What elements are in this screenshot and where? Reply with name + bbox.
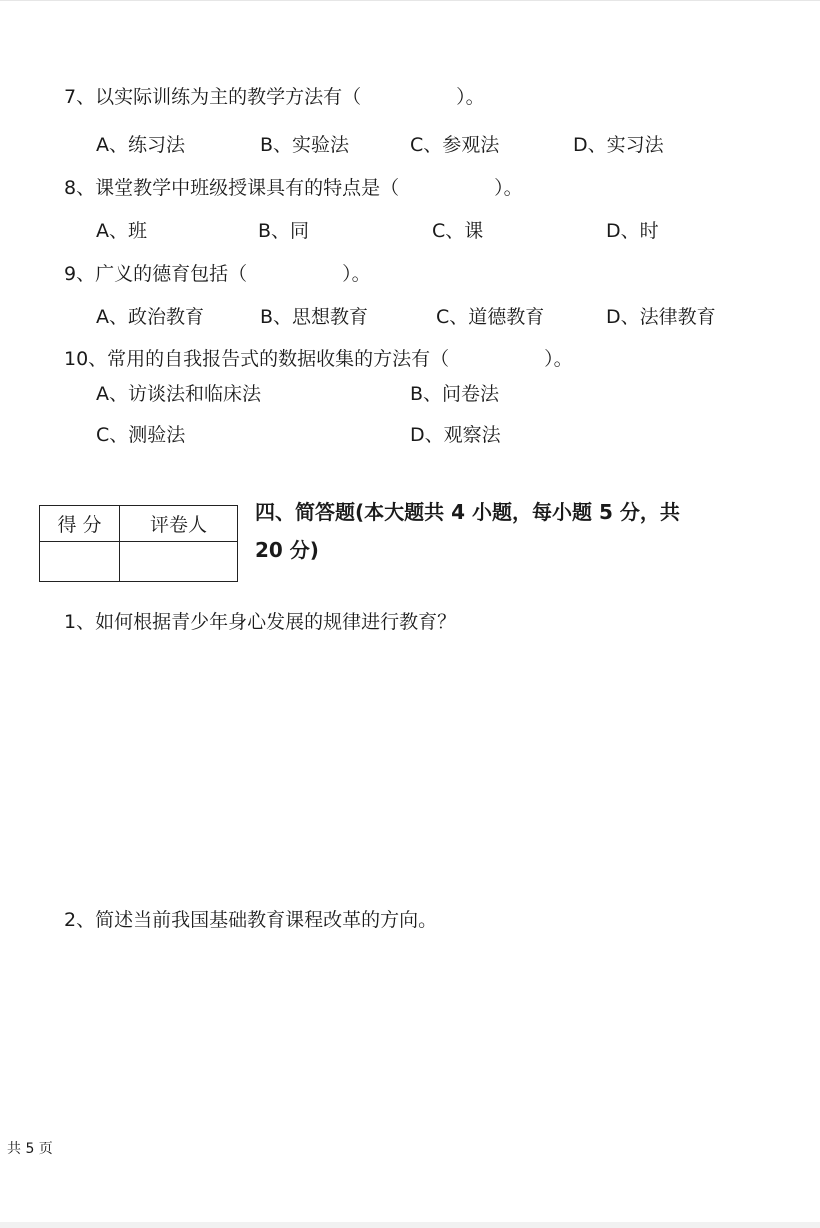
question-10-option-a: A、访谈法和临床法 [96,383,261,405]
page-footer: 共 5 页 [7,1141,53,1157]
grader-label: 评卷人 [120,506,238,542]
question-7-stem: 7、以实际训练为主的教学方法有（ ）。 [64,86,485,108]
question-7-option-b: B、实验法 [260,134,350,156]
question-9-option-a: A、政治教育 [96,306,204,328]
question-7-option-a: A、练习法 [96,134,185,156]
top-rule [0,0,820,1]
question-10-option-c: C、测验法 [96,424,186,446]
question-10-stem: 10、常用的自我报告式的数据收集的方法有（ ）。 [64,348,573,370]
score-label: 得 分 [40,506,120,542]
question-8-option-b: B、同 [258,220,310,242]
grader-entry-cell [120,542,238,582]
question-9-option-b: B、思想教育 [260,306,369,328]
question-8-option-c: C、课 [432,220,484,242]
bottom-rule [0,1222,820,1228]
question-9-option-d: D、法律教育 [606,306,716,328]
short-answer-1: 1、如何根据青少年身心发展的规律进行教育？ [64,611,457,633]
section-title-line2: 20 分) [255,538,319,562]
question-10-option-b: B、问卷法 [410,383,500,405]
score-table [39,505,238,582]
short-answer-2: 2、简述当前我国基础教育课程改革的方向。 [64,909,438,931]
question-9-stem: 9、广义的德育包括（ ）。 [64,263,371,285]
section-title-line1: 四、简答题(本大题共 4 小题，每小题 5 分，共 [255,500,680,524]
question-10-option-d: D、观察法 [410,424,501,446]
section-title [255,493,745,569]
question-8-option-a: A、班 [96,220,147,242]
question-8-option-d: D、时 [606,220,659,242]
question-7-option-d: D、实习法 [573,134,664,156]
question-8-stem: 8、课堂教学中班级授课具有的特点是（ ）。 [64,177,523,199]
score-entry-cell [40,542,120,582]
question-9-option-c: C、道德教育 [436,306,545,328]
question-7-option-c: C、参观法 [410,134,500,156]
